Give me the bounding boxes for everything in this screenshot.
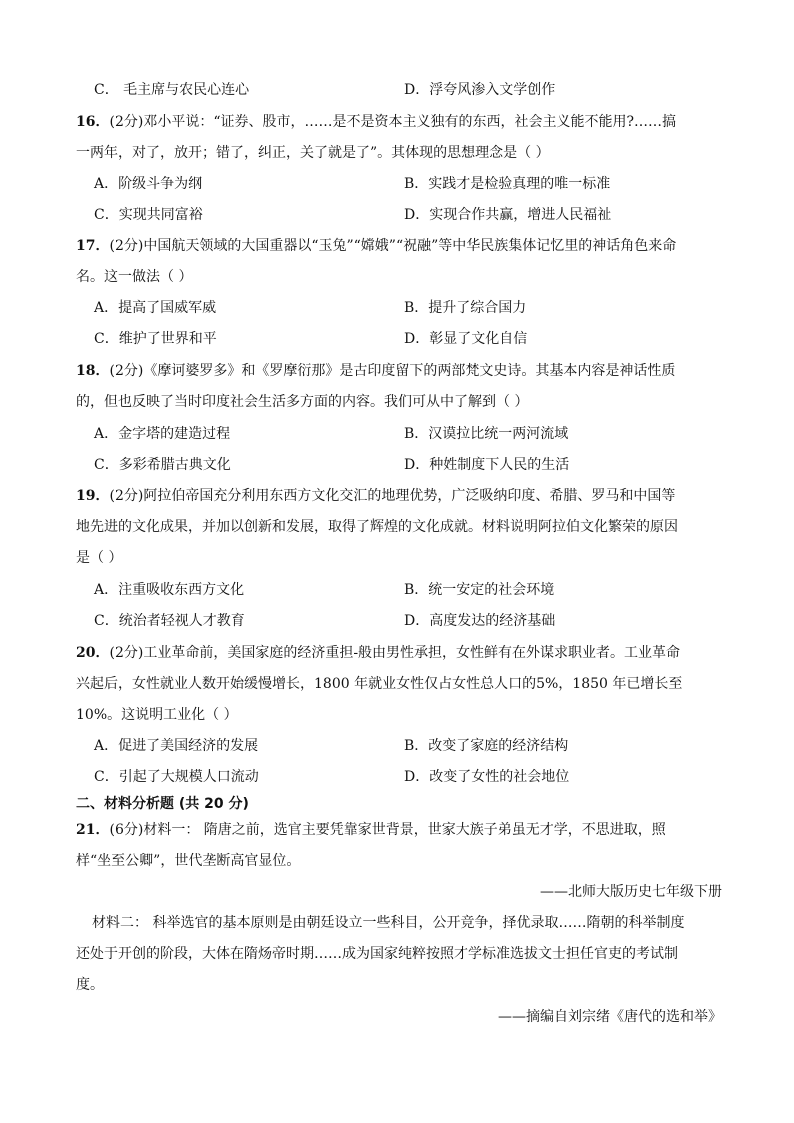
q16-option-d: D．实现合作共赢，增进人民福祉 xyxy=(404,207,612,223)
q18-stem-line2: 的，但也反映了当时印度社会生活多方面的内容。我们可从中了解到（ ） xyxy=(76,394,529,410)
q19-number: 19． xyxy=(76,488,110,504)
q18-number: 18． xyxy=(76,363,110,379)
q16-number: 16． xyxy=(76,114,110,130)
q19-stem-line1 xyxy=(76,486,675,506)
q17-text: 中国航天领域的大国重器以“玉兔”“嫦娥”“祝融”等中华民族集体记忆里的神话角色来命 xyxy=(143,238,677,254)
q18-text: 《摩诃婆罗多》和《罗摩衍那》是古印度留下的两部梵文史诗。其基本内容是神话性质 xyxy=(143,363,676,379)
q16-score: (2分) xyxy=(109,114,144,130)
q19-stem-line3: 是（ ） xyxy=(76,550,123,566)
q18-stem-line1 xyxy=(76,361,675,381)
q21-material2-line2: 还处于开创的阶段，大体在隋炀帝时期……成为国家纯粹按照才学标准选拔文士担任官吏的考试制 xyxy=(76,946,678,962)
q19-option-c: C．统治者轻视人才教育 xyxy=(94,613,245,629)
q19-score: (2分) xyxy=(109,488,144,504)
q21-text: 材料一： 隋唐之前，选官主要凭靠家世背景，世家大族子弟虽无才学，不思进取，照 xyxy=(143,822,666,838)
q20-option-b: B．改变了家庭的经济结构 xyxy=(404,738,569,754)
q16-option-c: C．实现共同富裕 xyxy=(94,207,203,223)
q21-material2-line3: 度。 xyxy=(76,977,104,993)
q20-stem-line3: 10%。这说明工业化（ ） xyxy=(76,707,238,723)
q16-stem-line1 xyxy=(76,112,676,132)
q19-option-b: B．统一安定的社会环境 xyxy=(404,582,555,598)
q16-option-a: A．阶级斗争为纲 xyxy=(94,176,203,192)
q17-option-c: C．维护了世界和平 xyxy=(94,331,217,347)
q18-option-d: D．种姓制度下人民的生活 xyxy=(404,457,570,473)
q17-stem-line2: 名。这一做法（ ） xyxy=(76,269,193,285)
q19-option-d: D．高度发达的经济基础 xyxy=(404,613,556,629)
q20-score: (2分) xyxy=(109,645,144,661)
q17-stem-line1 xyxy=(76,236,676,256)
q16-option-b: B．实践才是检验真理的唯一标准 xyxy=(404,176,611,192)
q19-option-a: A．注重吸收东西方文化 xyxy=(94,582,245,598)
q21-material1-line2: 样“坐至公卿”，世代垄断高官显位。 xyxy=(76,853,301,869)
q17-number: 17． xyxy=(76,238,110,254)
section-heading-material-analysis: 二、材料分析题 (共 20 分) xyxy=(76,796,249,812)
q15-option-c: C． 毛主席与农民心连心 xyxy=(94,82,250,98)
q18-option-c: C．多彩希腊古典文化 xyxy=(94,457,231,473)
q21-material1-source: ——北师大版历史七年级下册 xyxy=(540,884,722,900)
q20-option-a: A．促进了美国经济的发展 xyxy=(94,738,259,754)
q19-text: 阿拉伯帝国充分利用东西方文化交汇的地理优势，广泛吸纳印度、希腊、罗马和中国等 xyxy=(143,488,676,504)
q21-material1-line1 xyxy=(76,820,666,840)
q20-option-d: D．改变了女性的社会地位 xyxy=(404,769,570,785)
q17-option-d: D．彰显了文化自信 xyxy=(404,331,528,347)
q16-stem-line2: 一两年，对了，放开；错了，纠正，关了就是了”。其体现的思想理念是（ ） xyxy=(76,145,550,161)
q21-material2-source: ——摘编自刘宗绪《唐代的选和举》 xyxy=(498,1009,722,1025)
q17-option-a: A．提高了国威军威 xyxy=(94,300,217,316)
q20-text: 工业革命前，美国家庭的经济重担-般由男性承担，女性鲜有在外谋求职业者。工业革命 xyxy=(143,645,681,661)
q20-number: 20． xyxy=(76,645,110,661)
q20-stem-line2: 兴起后，女性就业人数开始缓慢增长，1800 年就业女性仅占女性总人口的5%，1850 年已增长至 xyxy=(76,676,683,692)
q20-stem-line1 xyxy=(76,643,680,663)
q20-option-c: C．引起了大规模人口流动 xyxy=(94,769,259,785)
q19-stem-line2: 地先进的文化成果，并加以创新和发展，取得了辉煌的文化成就。材料说明阿拉伯文化繁荣的原因 xyxy=(76,519,678,535)
q17-option-b: B．提升了综合国力 xyxy=(404,300,527,316)
q18-option-b: B．汉谟拉比统一两河流域 xyxy=(404,426,569,442)
q21-material2-line1: 材料二： 科举选官的基本原则是由朝廷设立一些科目，公开竞争，择优录取……隋朝的科举制度 xyxy=(92,915,685,931)
q18-score: (2分) xyxy=(109,363,144,379)
q21-score: (6分) xyxy=(109,822,144,838)
q18-option-a: A．金字塔的建造过程 xyxy=(94,426,231,442)
q15-option-d: D．浮夸风渗入文学创作 xyxy=(404,82,556,98)
q16-text: 邓小平说：“证券、股市，……是不是资本主义独有的东西，社会主义能不能用?……搞 xyxy=(143,114,676,130)
q17-score: (2分) xyxy=(109,238,144,254)
q21-number: 21． xyxy=(76,822,110,838)
